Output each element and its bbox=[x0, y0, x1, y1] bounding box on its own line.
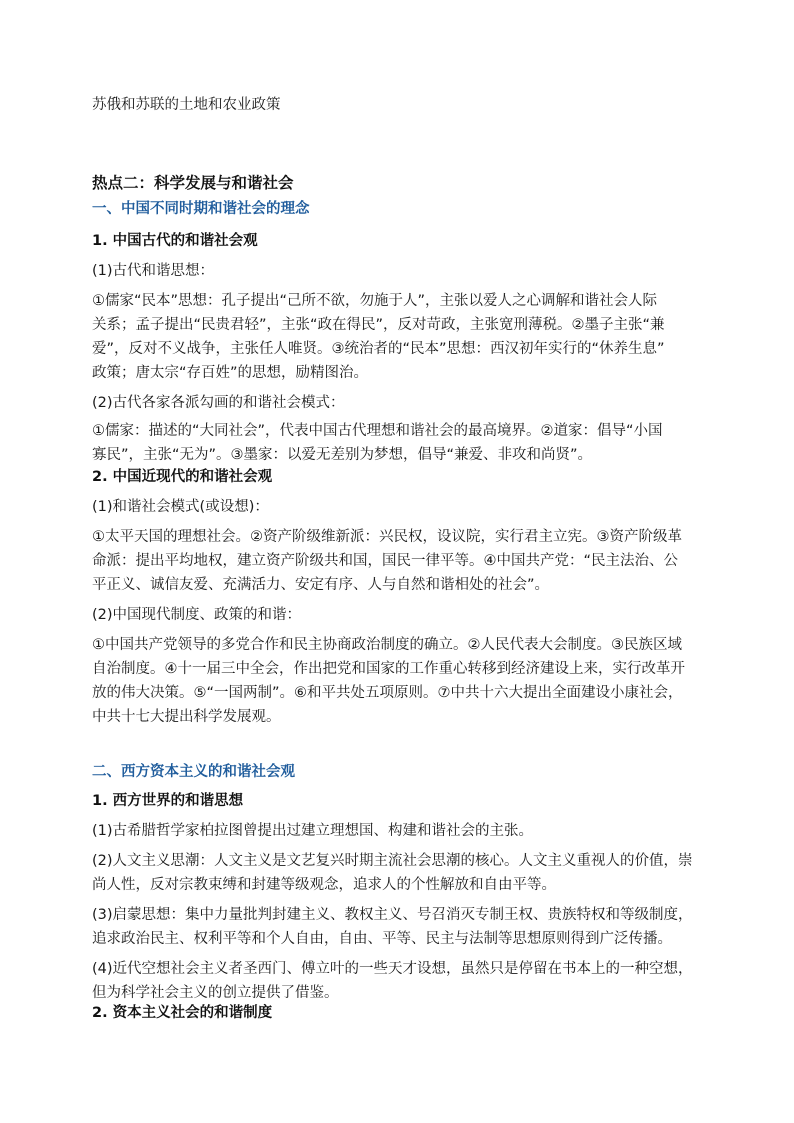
paragraph-line: 命派：提出平均地权，建立资产阶级共和国，国民一律平等。④中国共产党：“民主法治、公 bbox=[92, 553, 679, 569]
section2-sub1-heading: 1. 西方世界的和谐思想 bbox=[92, 793, 244, 809]
paragraph-line: (4)近代空想社会主义者圣西门、傅立叶的一些天才设想，虽然只是停留在书本上的一种空想， bbox=[92, 961, 693, 977]
paragraph-line: 中共十七大提出科学发展观。 bbox=[92, 709, 281, 725]
paragraph-line: (1)古希腊哲学家柏拉图曾提出过建立理想国、构建和谐社会的主张。 bbox=[92, 823, 534, 839]
paragraph-line: ①儒家：描述的“大同社会”，代表中国古代理想和谐社会的最高境界。②道家：倡导“小国 bbox=[92, 423, 663, 439]
paragraph-line: 寡民”，主张“无为”。③墨家：以爱无差别为梦想，倡导“兼爱、非攻和尚贤”。 bbox=[92, 447, 593, 463]
section1-heading: 一、中国不同时期和谐社会的理念 bbox=[92, 201, 310, 217]
paragraph-line: (3)启蒙思想：集中力量批判封建主义、教权主义、号召消灭专制王权、贵族特权和等级制度， bbox=[92, 907, 693, 923]
paragraph-line: ①儒家“民本”思想：孔子提出“己所不欲，勿施于人”，主张以爱人之心调解和谐社会人际 bbox=[92, 293, 658, 309]
paragraph-line: 爱”，反对不义战争，主张任人唯贤。③统治者的“民本”思想：西汉初年实行的“休养生息” bbox=[92, 341, 665, 357]
paragraph-line: ①太平天国的理想社会。②资产阶级维新派：兴民权，设议院，实行君主立宪。③资产阶级革 bbox=[92, 529, 682, 545]
section1-sub2-heading: 2. 中国近现代的和谐社会观 bbox=[92, 469, 273, 485]
section1-sub1-p2-label: (2)古代各家各派勾画的和谐社会模式： bbox=[92, 395, 345, 411]
paragraph-line: 平正义、诚信友爱、充满活力、安定有序、人与自然和谐相处的社会”。 bbox=[92, 577, 550, 593]
paragraph-line: 尚人性，反对宗教束缚和封建等级观念，追求人的个性解放和自由平等。 bbox=[92, 877, 556, 893]
paragraph-line: 政策；唐太宗“存百姓”的思想，励精图治。 bbox=[92, 365, 369, 381]
section1-sub1-heading: 1. 中国古代的和谐社会观 bbox=[92, 233, 258, 249]
paragraph-line: 自治制度。④十一届三中全会，作出把党和国家的工作重心转移到经济建设上来，实行改革开 bbox=[92, 661, 685, 677]
paragraph-line: ①中国共产党领导的多党合作和民主协商政治制度的确立。②人民代表大会制度。③民族区域 bbox=[92, 637, 682, 653]
section2-heading: 二、西方资本主义的和谐社会观 bbox=[92, 764, 295, 780]
paragraph-line: 追求政治民主、权利平等和个人自由，自由、平等、民主与法制等思想原则得到广泛传播。 bbox=[92, 931, 672, 947]
hotspot-title: 热点二：科学发展与和谐社会 bbox=[92, 174, 294, 192]
section1-sub2-p1-label: (1)和谐社会模式(或设想)： bbox=[92, 499, 269, 515]
section2-sub2-heading: 2. 资本主义社会的和谐制度 bbox=[92, 1005, 273, 1021]
paragraph-line: 但为科学社会主义的创立提供了借鉴。 bbox=[92, 985, 339, 1001]
paragraph-line: 放的伟大决策。⑤“一国两制”。⑥和平共处五项原则。⑦中共十六大提出全面建设小康社会， bbox=[92, 685, 683, 701]
paragraph-line: 关系；孟子提出“民贵君轻”，主张“政在得民”，反对苛政，主张宽刑薄税。②墨子主张“兼 bbox=[92, 317, 665, 333]
top-note: 苏俄和苏联的土地和农业政策 bbox=[92, 97, 281, 113]
section1-sub2-p2-label: (2)中国现代制度、政策的和谐： bbox=[92, 607, 302, 623]
section1-sub1-p1-label: (1)古代和谐思想： bbox=[92, 263, 215, 279]
paragraph-line: (2)人文主义思潮：人文主义是文艺复兴时期主流社会思潮的核心。人文主义重视人的价值，崇 bbox=[92, 853, 693, 869]
